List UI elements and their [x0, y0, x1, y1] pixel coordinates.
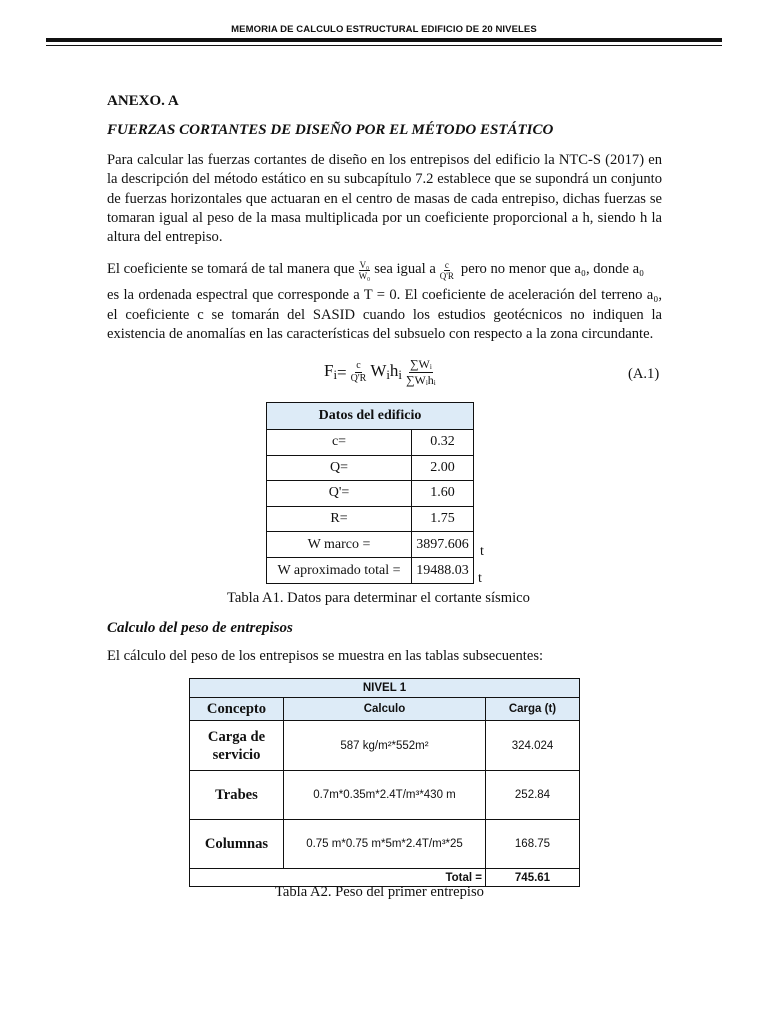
- fraction-qr-denominator: Q'R: [439, 270, 454, 281]
- formula-fraction-c-qr: [350, 360, 368, 385]
- coefficient-paragraph-first-line: [107, 254, 662, 286]
- table-row: [267, 506, 474, 532]
- table-row: [267, 532, 474, 558]
- row-concepto: Carga de servicio: [190, 721, 284, 771]
- table-a2-caption: Tabla A2. Peso del primer entrepiso: [275, 884, 484, 900]
- para2-rest: es la ordenada espectral que corresponde a T = 0. El coeficiente de aceleración del terreno a₀, el coeficiente c se tomarán del SASID cuando los estudios geotécnicos no indiquen la existencia de anomalías en las características del subsuelo con respecto a la zona circundante.: [107, 287, 662, 342]
- row-label: Q'=: [267, 481, 412, 507]
- fraction-v0-w0: [358, 260, 372, 281]
- para2-tail: pero no menor que a₀, donde a₀: [460, 261, 645, 278]
- table-row: [190, 721, 580, 771]
- row-label: W marco =: [267, 532, 412, 558]
- building-data-title: Datos del edificio: [267, 403, 474, 430]
- total-value: 745.61: [486, 869, 580, 887]
- row-value: 0.32: [412, 430, 474, 456]
- table-row: [267, 558, 474, 584]
- section-heading: Calculo del peso de entrepisos: [107, 620, 293, 636]
- header-rule-thick: [46, 38, 722, 42]
- row-label: Q=: [267, 455, 412, 481]
- row-value: 19488.03: [412, 558, 474, 584]
- row-value: 3897.606: [412, 532, 474, 558]
- formula-c: c: [356, 360, 361, 371]
- formula-lhs: $F_i$: [324, 361, 338, 383]
- row-value: 2.00: [412, 455, 474, 481]
- coefficient-paragraph: [107, 254, 662, 345]
- column-header-concepto: Concepto: [190, 698, 284, 721]
- row-label: c=: [267, 430, 412, 456]
- intro-paragraph: Para calcular las fuerzas cortantes de diseño en los entrepisos del edificio la NTC-S (2017) en la descripción del método estático en su subcapítulo 7.2 establece que se supondrá un conjunto de fuerzas horizontales que actuaran en el centro de masas de cada entrepiso, dichas fuerzas se tomaran igual al peso de la masa multiplicada por un coeficiente proporcional a h, siendo h la altura del entrepiso.: [107, 152, 662, 246]
- fraction-w0-denominator: W₀: [358, 270, 371, 281]
- para2-lead: El coeficiente se tomará de tal manera que: [107, 261, 355, 278]
- row-calculo: 0.75 m*0.75 m*5m*2.4T/m³*25: [284, 820, 486, 869]
- header-rule-thin: [46, 45, 722, 46]
- column-header-calculo: Calculo: [284, 698, 486, 721]
- formula-sum-w: ∑Wᵢ: [409, 357, 432, 371]
- table-header-row: [267, 403, 474, 430]
- fraction-c-numerator: c: [444, 259, 449, 270]
- row-calculo: 0.7m*0.35m*2.4T/m³*430 m: [284, 771, 486, 820]
- total-label: Total =: [190, 869, 486, 887]
- building-data-table: [266, 402, 474, 584]
- section-subtitle: FUERZAS CORTANTES DE DISEÑO POR EL MÉTODO ESTÁTICO: [107, 122, 554, 138]
- row-concepto: Columnas: [190, 820, 284, 869]
- formula-sum-wh: ∑Wᵢhᵢ: [405, 373, 436, 387]
- formula-fraction-sums: [405, 357, 437, 388]
- table-row: [267, 430, 474, 456]
- unit-tons: t: [480, 544, 484, 559]
- table-row: [190, 771, 580, 820]
- formula-qr: Q'R: [350, 373, 367, 384]
- formula-wi-hi: $W_ih_i$: [370, 361, 402, 383]
- column-header-carga: Carga (t): [486, 698, 580, 721]
- fraction-v0-numerator: V₀: [359, 259, 370, 270]
- row-concepto: Trabes: [190, 771, 284, 820]
- table-row: [267, 481, 474, 507]
- table-row: [267, 455, 474, 481]
- equation-a1: [324, 357, 440, 388]
- row-carga: 324.024: [486, 721, 580, 771]
- floor-weight-table: [189, 678, 580, 887]
- row-label: R=: [267, 506, 412, 532]
- row-carga: 252.84: [486, 771, 580, 820]
- unit-tons: t: [478, 571, 482, 586]
- fraction-c-qr: [439, 260, 455, 281]
- equation-number: (A.1): [628, 366, 660, 382]
- para2-mid: sea igual a: [374, 261, 436, 278]
- formula-equals: =: [337, 362, 347, 382]
- row-value: 1.60: [412, 481, 474, 507]
- row-calculo: 587 kg/m²*552m²: [284, 721, 486, 771]
- level-label: NIVEL 1: [190, 679, 580, 698]
- section-paragraph: El cálculo del peso de los entrepisos se muestra en las tablas subsecuentes:: [107, 648, 544, 664]
- table-a1-caption: Tabla A1. Datos para determinar el cortante sísmico: [227, 590, 530, 606]
- row-carga: 168.75: [486, 820, 580, 869]
- table-header-row: [190, 698, 580, 721]
- row-label: W aproximado total =: [267, 558, 412, 584]
- page-header: MEMORIA DE CALCULO ESTRUCTURAL EDIFICIO DE 20 NIVELES: [231, 24, 537, 35]
- annex-title: ANEXO. A: [107, 93, 179, 109]
- table-level-row: [190, 679, 580, 698]
- table-row: [190, 820, 580, 869]
- row-value: 1.75: [412, 506, 474, 532]
